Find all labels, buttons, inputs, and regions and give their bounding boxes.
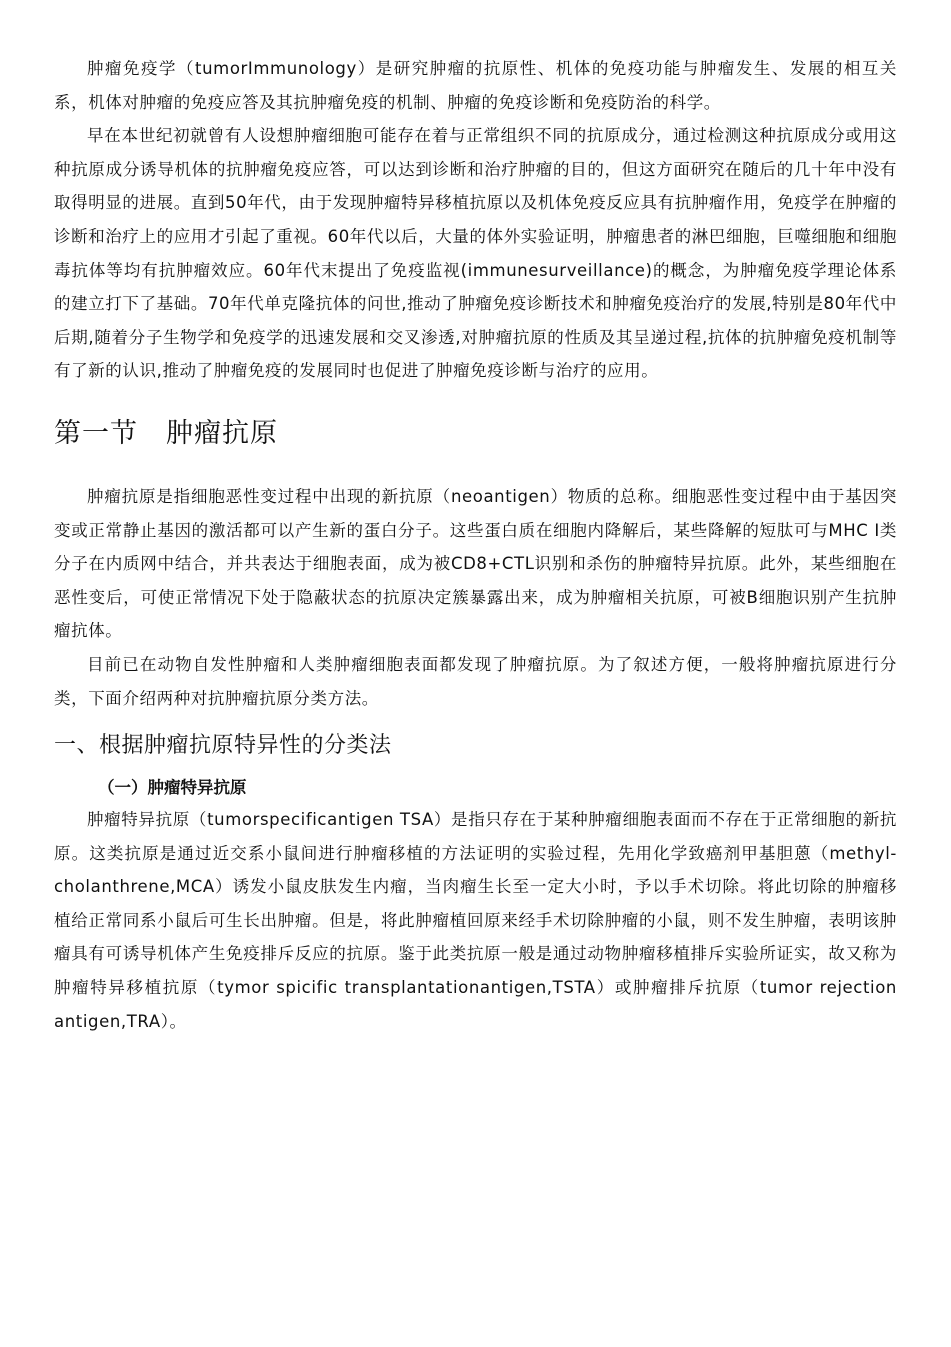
intro-paragraph-1: 肿瘤免疫学（tumorImmunology）是研究肿瘤的抗原性、机体的免疫功能与肿瘤发生、发展的相互关系，机体对肿瘤的免疫应答及其抗肿瘤免疫的机制、肿瘤的免疫诊断和免疫防治的科学。 bbox=[54, 59, 897, 112]
section-number: 第一节 bbox=[54, 417, 138, 449]
section-title: 肿瘤抗原 bbox=[166, 417, 278, 449]
subsection-item-heading: （一）肿瘤特异抗原 bbox=[98, 778, 247, 798]
subsection-item-paragraph: 肿瘤特异抗原（tumorspecificantigen TSA）是指只存在于某种肿瘤细胞表面而不存在于正常细胞的新抗原。这类抗原是通过近交系小鼠间进行肿瘤移植的方法证明的实验过程，先用化学致癌剂甲基胆蒽（methyl-cholanthrene,MCA）诱发小鼠皮肤发生内瘤，当肉瘤生长至一定大小时，予以手术切除。将此切除的肿瘤移植给正常同系小鼠后可生长出肿瘤。但是，将此肿瘤植回原来经手术切除肿瘤的小鼠，则不发生肿瘤，表明该肿瘤具有可诱导机体产生免疫排斥反应的抗原。鉴于此类抗原一般是通过动物肿瘤移植排斥实验所证实，故又称为肿瘤特异移植抗原（tymor spicific transplantationantigen,TSTA）或肿瘤排斥抗原（tumor rejection antigen,TRA）。 bbox=[54, 810, 897, 1031]
subsection-heading: 一、根据肿瘤抗原特异性的分类法 bbox=[54, 733, 392, 759]
section-heading bbox=[54, 414, 897, 454]
intro-paragraph-2: 早在本世纪初就曾有人设想肿瘤细胞可能存在着与正常组织不同的抗原成分，通过检测这种抗原成分或用这种抗原成分诱导机体的抗肿瘤免疫应答，可以达到诊断和治疗肿瘤的目的，但这方面研究在随后的几十年中没有取得明显的进展。直到50年代，由于发现肿瘤特异移植抗原以及机体免疫反应具有抗肿瘤作用，免疫学在肿瘤的诊断和治疗上的应用才引起了重视。60年代以后，大量的体外实验证明，肿瘤患者的淋巴细胞，巨噬细胞和细胞毒抗体等均有抗肿瘤效应。60年代末提出了免疫监视(immunesurveillance)的概念，为肿瘤免疫学理论体系的建立打下了基础。70年代单克隆抗体的问世,推动了肿瘤免疫诊断技术和肿瘤免疫治疗的发展,特别是80年代中后期,随着分子生物学和免疫学的迅速发展和交叉渗透,对肿瘤抗原的性质及其呈递过程,抗体的抗肿瘤免疫机制等有了新的认识,推动了肿瘤免疫的发展同时也促进了肿瘤免疫诊断与治疗的应用。 bbox=[54, 126, 897, 381]
document-page bbox=[54, 52, 897, 1038]
section-paragraph-1: 肿瘤抗原是指细胞恶性变过程中出现的新抗原（neoantigen）物质的总称。细胞恶性变过程中由于基因突变或正常静止基因的激活都可以产生新的蛋白分子。这些蛋白质在细胞内降解后，某些降解的短肽可与MHC I类分子在内质网中结合，并共表达于细胞表面，成为被CD8+CTL识别和杀伤的肿瘤特异抗原。此外，某些细胞在恶性变后，可使正常情况下处于隐蔽状态的抗原决定簇暴露出来，成为肿瘤相关抗原，可被B细胞识别产生抗肿瘤抗体。 bbox=[54, 486, 897, 641]
section-paragraph-2: 目前已在动物自发性肿瘤和人类肿瘤细胞表面都发现了肿瘤抗原。为了叙述方便，一般将肿瘤抗原进行分类，下面介绍两种对抗肿瘤抗原分类方法。 bbox=[54, 654, 897, 708]
